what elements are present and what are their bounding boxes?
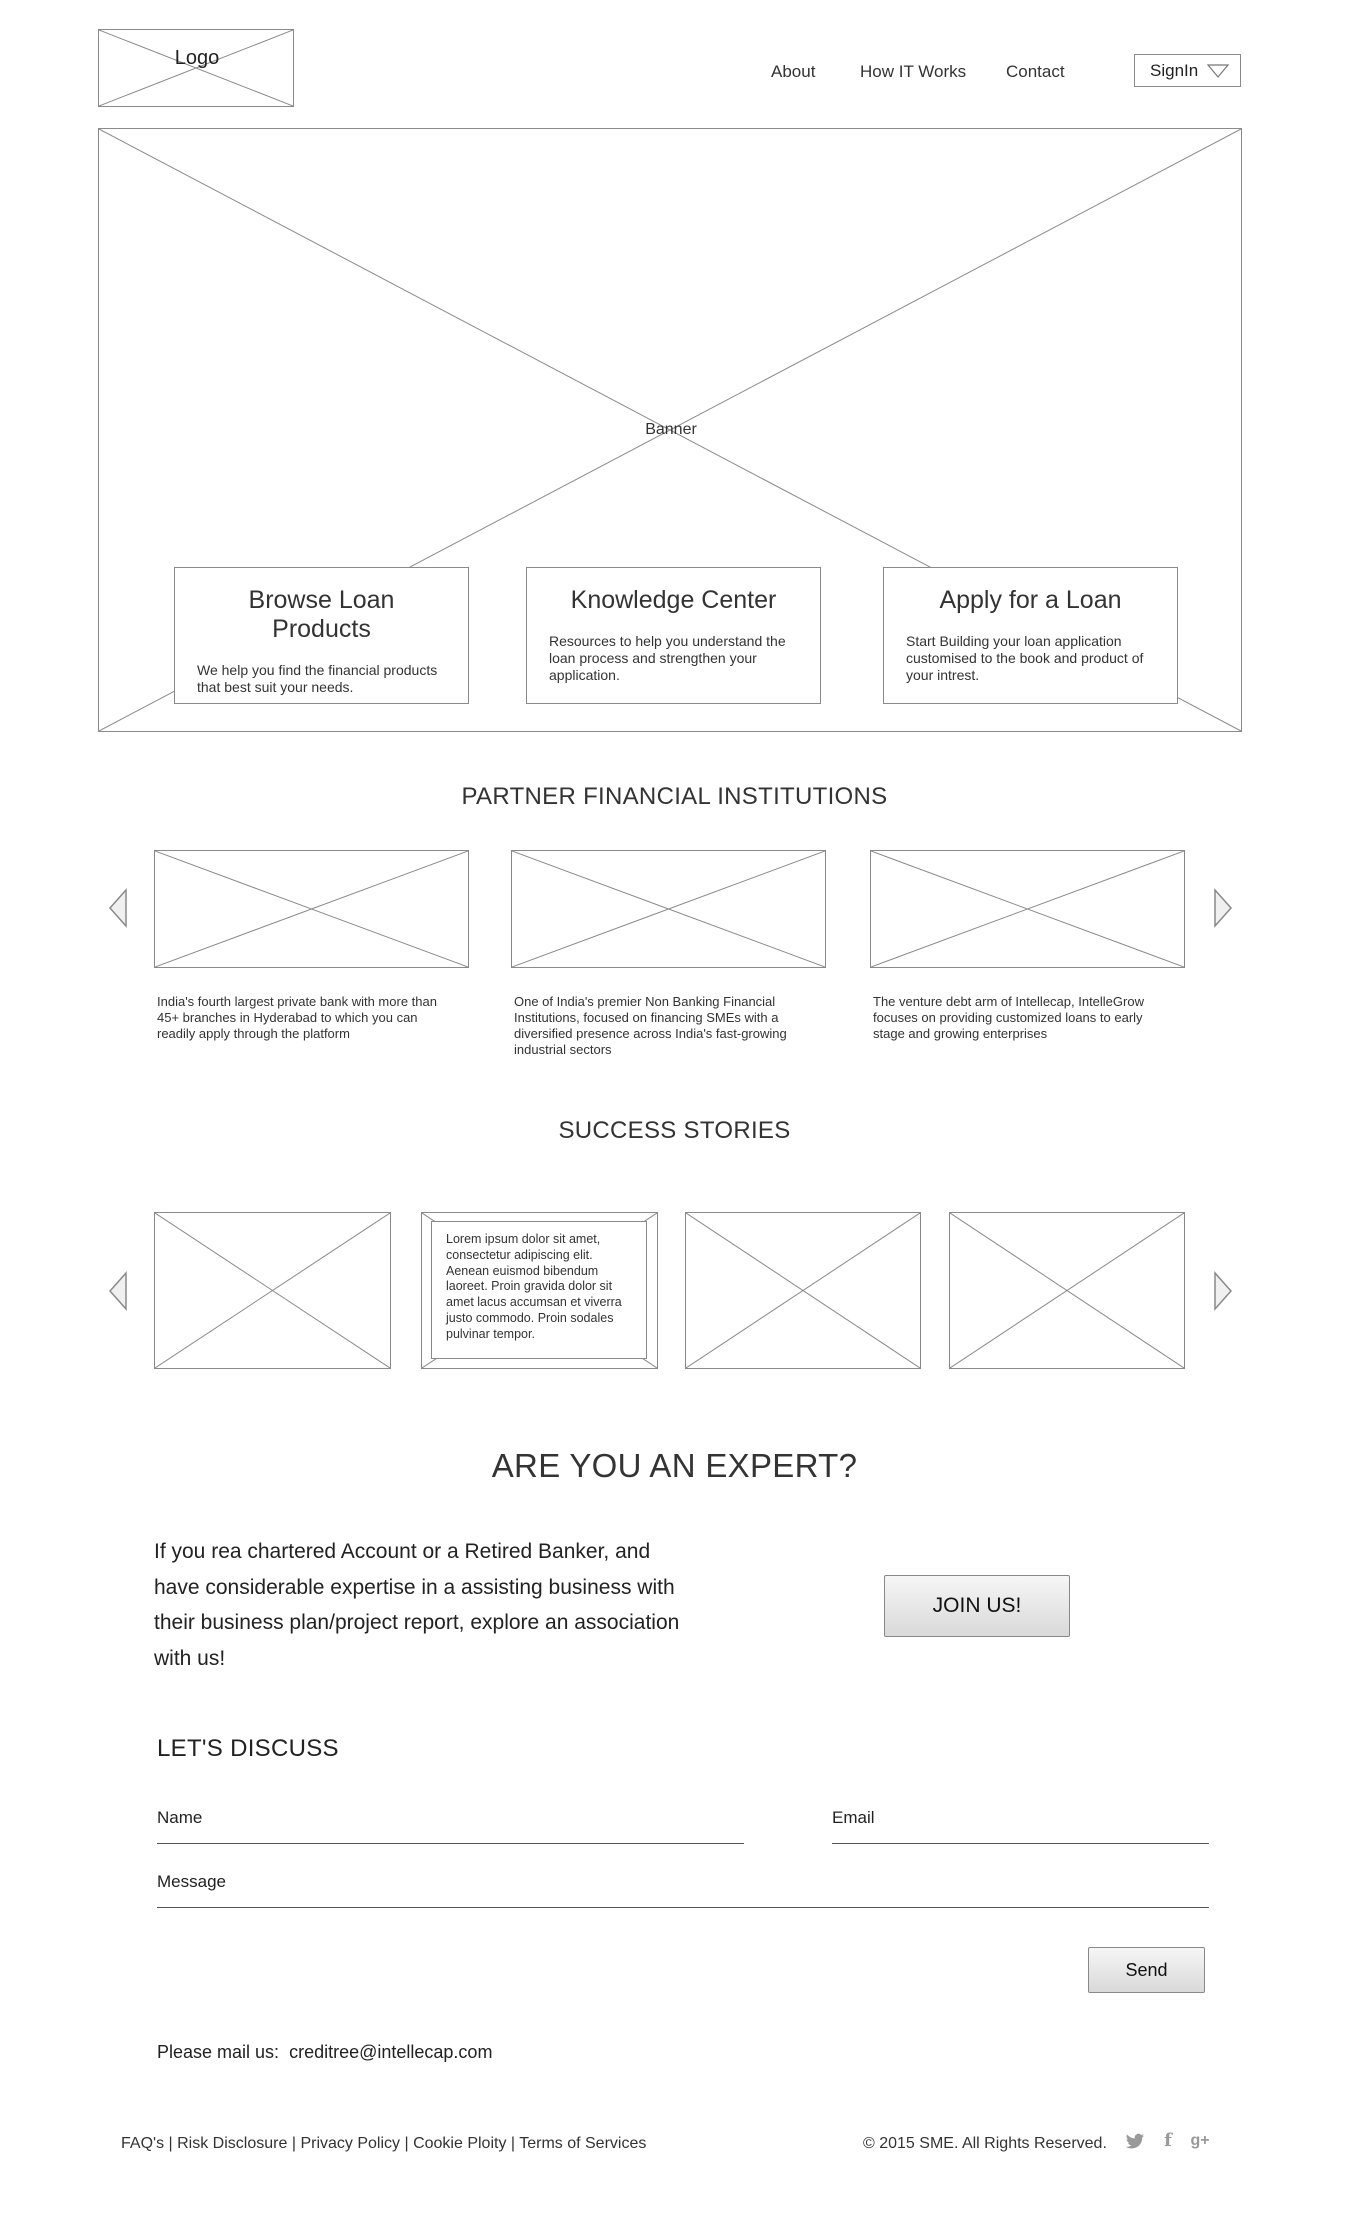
carousel-next-arrow-icon[interactable]: [1213, 888, 1233, 928]
footer-separator: |: [168, 2135, 173, 2152]
placeholder-cross: [155, 1213, 390, 1368]
name-field[interactable]: [157, 1843, 744, 1844]
story-thumbnail-hover[interactable]: [421, 1212, 658, 1369]
footer-links: [121, 2135, 646, 2153]
footer-link-privacy-policy[interactable]: Privacy Policy: [300, 2135, 401, 2152]
browse-loan-card[interactable]: [174, 567, 469, 704]
apply-loan-card[interactable]: [883, 567, 1178, 704]
nav-about[interactable]: About: [771, 62, 816, 81]
carousel-prev-arrow-icon[interactable]: [108, 888, 128, 928]
expert-text: If you rea chartered Account or a Retired Banker, and have considerable expertise in a assisting business with their business plan/project report, explore an association with us!: [154, 1540, 680, 1670]
mail-address-link[interactable]: creditree@intellecap.com: [289, 2042, 493, 2062]
name-label: Name: [157, 1808, 203, 1827]
partner-description: India's fourth largest private bank with more than 45+ branches in Hyderabad to which you can readily apply through the platform: [157, 994, 437, 1041]
google-plus-icon[interactable]: g+: [1190, 2132, 1210, 2149]
footer-link-faqs[interactable]: FAQ's: [121, 2135, 165, 2152]
card-text: Start Building your loan application customised to the book and product of your intrest.: [906, 633, 1144, 683]
partner-description: One of India's premier Non Banking Financial Institutions, focused on financing SMEs with a diversified presence across India's fast-growing industrial sectors: [514, 994, 787, 1057]
card-text: We help you find the financial products that best suit your needs.: [197, 662, 438, 695]
facebook-icon[interactable]: f: [1164, 2130, 1172, 2151]
partner-logo[interactable]: [154, 850, 469, 968]
email-label: Email: [832, 1808, 875, 1827]
partners-title: PARTNER FINANCIAL INSTITUTIONS: [461, 783, 888, 810]
card-text: Resources to help you understand the loan process and strengthen your application.: [549, 633, 786, 683]
partner-logo[interactable]: [511, 850, 826, 968]
footer-separator: |: [291, 2135, 296, 2152]
footer-separator: |: [510, 2135, 516, 2152]
send-button[interactable]: Send: [1088, 1947, 1205, 1993]
message-label: Message: [157, 1872, 226, 1891]
story-overlay: [431, 1221, 647, 1359]
chevron-down-icon: [1207, 64, 1229, 78]
expert-title: ARE YOU AN EXPERT?: [491, 1447, 858, 1484]
carousel-next-arrow-icon[interactable]: [1213, 1271, 1233, 1311]
mail-prefix: Please mail us:: [157, 2042, 280, 2062]
story-thumbnail[interactable]: [949, 1212, 1185, 1369]
knowledge-center-card[interactable]: [526, 567, 821, 704]
nav-contact[interactable]: Contact: [1006, 62, 1065, 81]
placeholder-cross: [950, 1213, 1184, 1368]
stories-title: SUCCESS STORIES: [558, 1117, 791, 1144]
story-thumbnail[interactable]: [685, 1212, 921, 1369]
footer-link-terms[interactable]: Terms of Services: [519, 2135, 647, 2152]
signin-dropdown[interactable]: [1134, 54, 1241, 87]
placeholder-cross: [155, 851, 468, 967]
mail-line: [157, 2042, 492, 2063]
carousel-prev-arrow-icon[interactable]: [108, 1271, 128, 1311]
card-title: Apply for a Loan: [939, 586, 1122, 614]
copyright: © 2015 SME. All Rights Reserved.: [863, 2135, 1107, 2152]
story-text: Lorem ipsum dolor sit amet, consectetur adipiscing elit. Aenean euismod bibendum laoreet. Proin gravida dolor sit amet lacus accumsan et viverra justo commodo. Proin sodales pulvinar tempor.: [446, 1232, 622, 1341]
nav-how-it-works[interactable]: How IT Works: [860, 62, 967, 81]
story-thumbnail[interactable]: [154, 1212, 391, 1369]
banner-label: Banner: [645, 421, 697, 438]
footer-link-risk-disclosure[interactable]: Risk Disclosure: [177, 2135, 288, 2152]
card-title: Browse Loan Products: [248, 586, 395, 643]
logo[interactable]: [98, 29, 294, 107]
footer-link-cookie-policy[interactable]: Cookie Ploity: [413, 2135, 507, 2152]
placeholder-cross: [871, 851, 1184, 967]
placeholder-cross: [512, 851, 825, 967]
placeholder-cross: [686, 1213, 920, 1368]
twitter-icon[interactable]: [1125, 2131, 1145, 2151]
partner-logo[interactable]: [870, 850, 1185, 968]
partner-description: The venture debt arm of Intellecap, IntelleGrow focuses on providing customized loans to early stage and growing enterprises: [873, 994, 1144, 1041]
message-field[interactable]: [157, 1907, 1209, 1908]
email-field[interactable]: [832, 1843, 1209, 1844]
signin-label: SignIn: [1150, 61, 1199, 80]
discuss-title: LET'S DISCUSS: [157, 1735, 339, 1762]
logo-label: Logo: [174, 47, 220, 69]
join-us-button[interactable]: JOIN US!: [884, 1575, 1070, 1637]
footer-separator: |: [404, 2135, 409, 2152]
card-title: Knowledge Center: [570, 586, 777, 614]
